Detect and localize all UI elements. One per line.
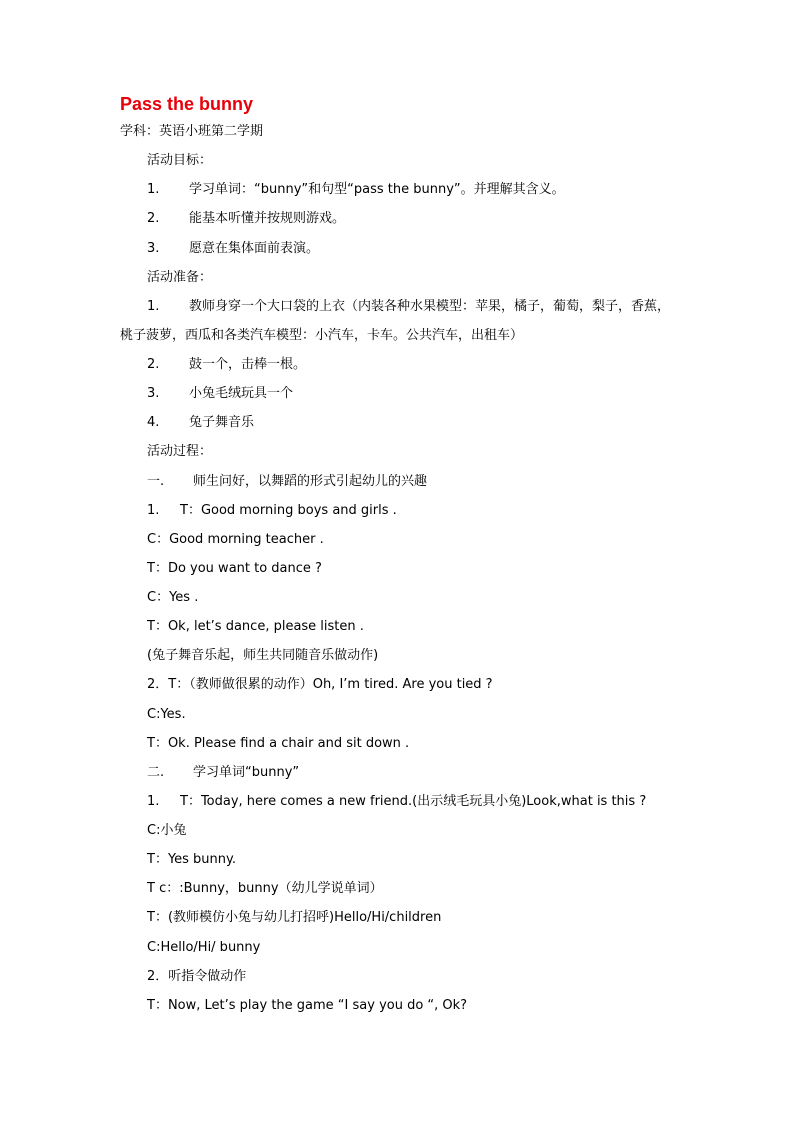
prep-item [147, 298, 670, 316]
goal-text: 能基本听懂并按规则游戏。 [189, 211, 346, 226]
dialogue-line: C:小兔 [147, 823, 187, 838]
dialogue-line: T：Ok, let’s dance, please listen . [147, 619, 364, 634]
step-number: 1. [147, 794, 160, 809]
dialogue-line [147, 793, 646, 811]
dialogue-line: C：Good morning teacher . [147, 532, 324, 547]
dialogue-line: T：Now, Let’s play the game “I say you do “, Ok? [147, 998, 468, 1013]
dialogue-line: (兔子舞音乐起，师生共同随音乐做动作) [147, 648, 379, 663]
step-text: T：Today, here comes a new friend.(出示绒毛玩具小兔)Look,what is this ? [180, 794, 647, 809]
dialogue-line: C:Hello/Hi/ bunny [147, 940, 261, 955]
prep-number: 1. [147, 299, 160, 314]
step-text: T：Good morning boys and girls . [180, 503, 397, 518]
dialogue-line [147, 502, 397, 520]
dialogue-line: 2．听指令做动作 [147, 969, 247, 984]
goals-heading: 活动目标： [147, 153, 213, 168]
goal-text: 学习单词：“bunny”和句型“pass the bunny”。并理解其含义。 [189, 182, 565, 197]
prep-item [147, 414, 254, 432]
goal-item [147, 181, 565, 199]
section-text: 学习单词“bunny” [193, 765, 300, 780]
document-title: Pass the bunny [120, 94, 254, 114]
prep-number: 3. [147, 386, 160, 401]
prep-item-continuation: 桃子菠萝，西瓜和各类汽车模型：小汽车，卡车。公共汽车，出租车） [120, 328, 524, 343]
section-text: 师生问好，以舞蹈的形式引起幼儿的兴趣 [193, 474, 428, 489]
prep-text: 鼓一个，击棒一根。 [189, 357, 307, 372]
dialogue-line: T c：:Bunny，bunny（幼儿学说单词） [147, 881, 383, 896]
process-heading: 活动过程： [147, 444, 213, 459]
goal-number: 1. [147, 182, 160, 197]
goal-number: 2. [147, 211, 160, 226]
dialogue-line: C：Yes . [147, 590, 199, 605]
prep-text: 兔子舞音乐 [189, 415, 255, 430]
dialogue-line: T：(教师模仿小兔与幼儿打招呼)Hello/Hi/children [147, 910, 442, 925]
goal-number: 3. [147, 241, 160, 256]
goal-item [147, 240, 319, 258]
step-number: 1. [147, 503, 160, 518]
dialogue-line: 2．T：（教师做很累的动作）Oh, I’m tired. Are you tied ? [147, 677, 493, 692]
prep-item [147, 385, 293, 403]
subject-line: 学科：英语小班第二学期 [120, 124, 264, 139]
prep-number: 2. [147, 357, 160, 372]
prep-text: 小兔毛绒玩具一个 [189, 386, 294, 401]
section-heading [147, 473, 427, 491]
dialogue-line: T：Ok. Please find a chair and sit down . [147, 736, 410, 751]
prep-number: 4. [147, 415, 160, 430]
dialogue-line: C:Yes. [147, 707, 186, 722]
goal-text: 愿意在集体面前表演。 [189, 241, 320, 256]
goal-item [147, 210, 345, 228]
prep-text: 教师身穿一个大口袋的上衣（内装各种水果模型：苹果，橘子，葡萄，梨子，香蕉， [189, 299, 671, 314]
prep-heading: 活动准备： [147, 270, 213, 285]
section-number: 二. [147, 765, 165, 780]
dialogue-line: T：Yes bunny. [147, 852, 237, 867]
dialogue-line: T：Do you want to dance ? [147, 561, 322, 576]
prep-item [147, 356, 306, 374]
section-heading [147, 764, 299, 782]
section-number: 一. [147, 474, 165, 489]
